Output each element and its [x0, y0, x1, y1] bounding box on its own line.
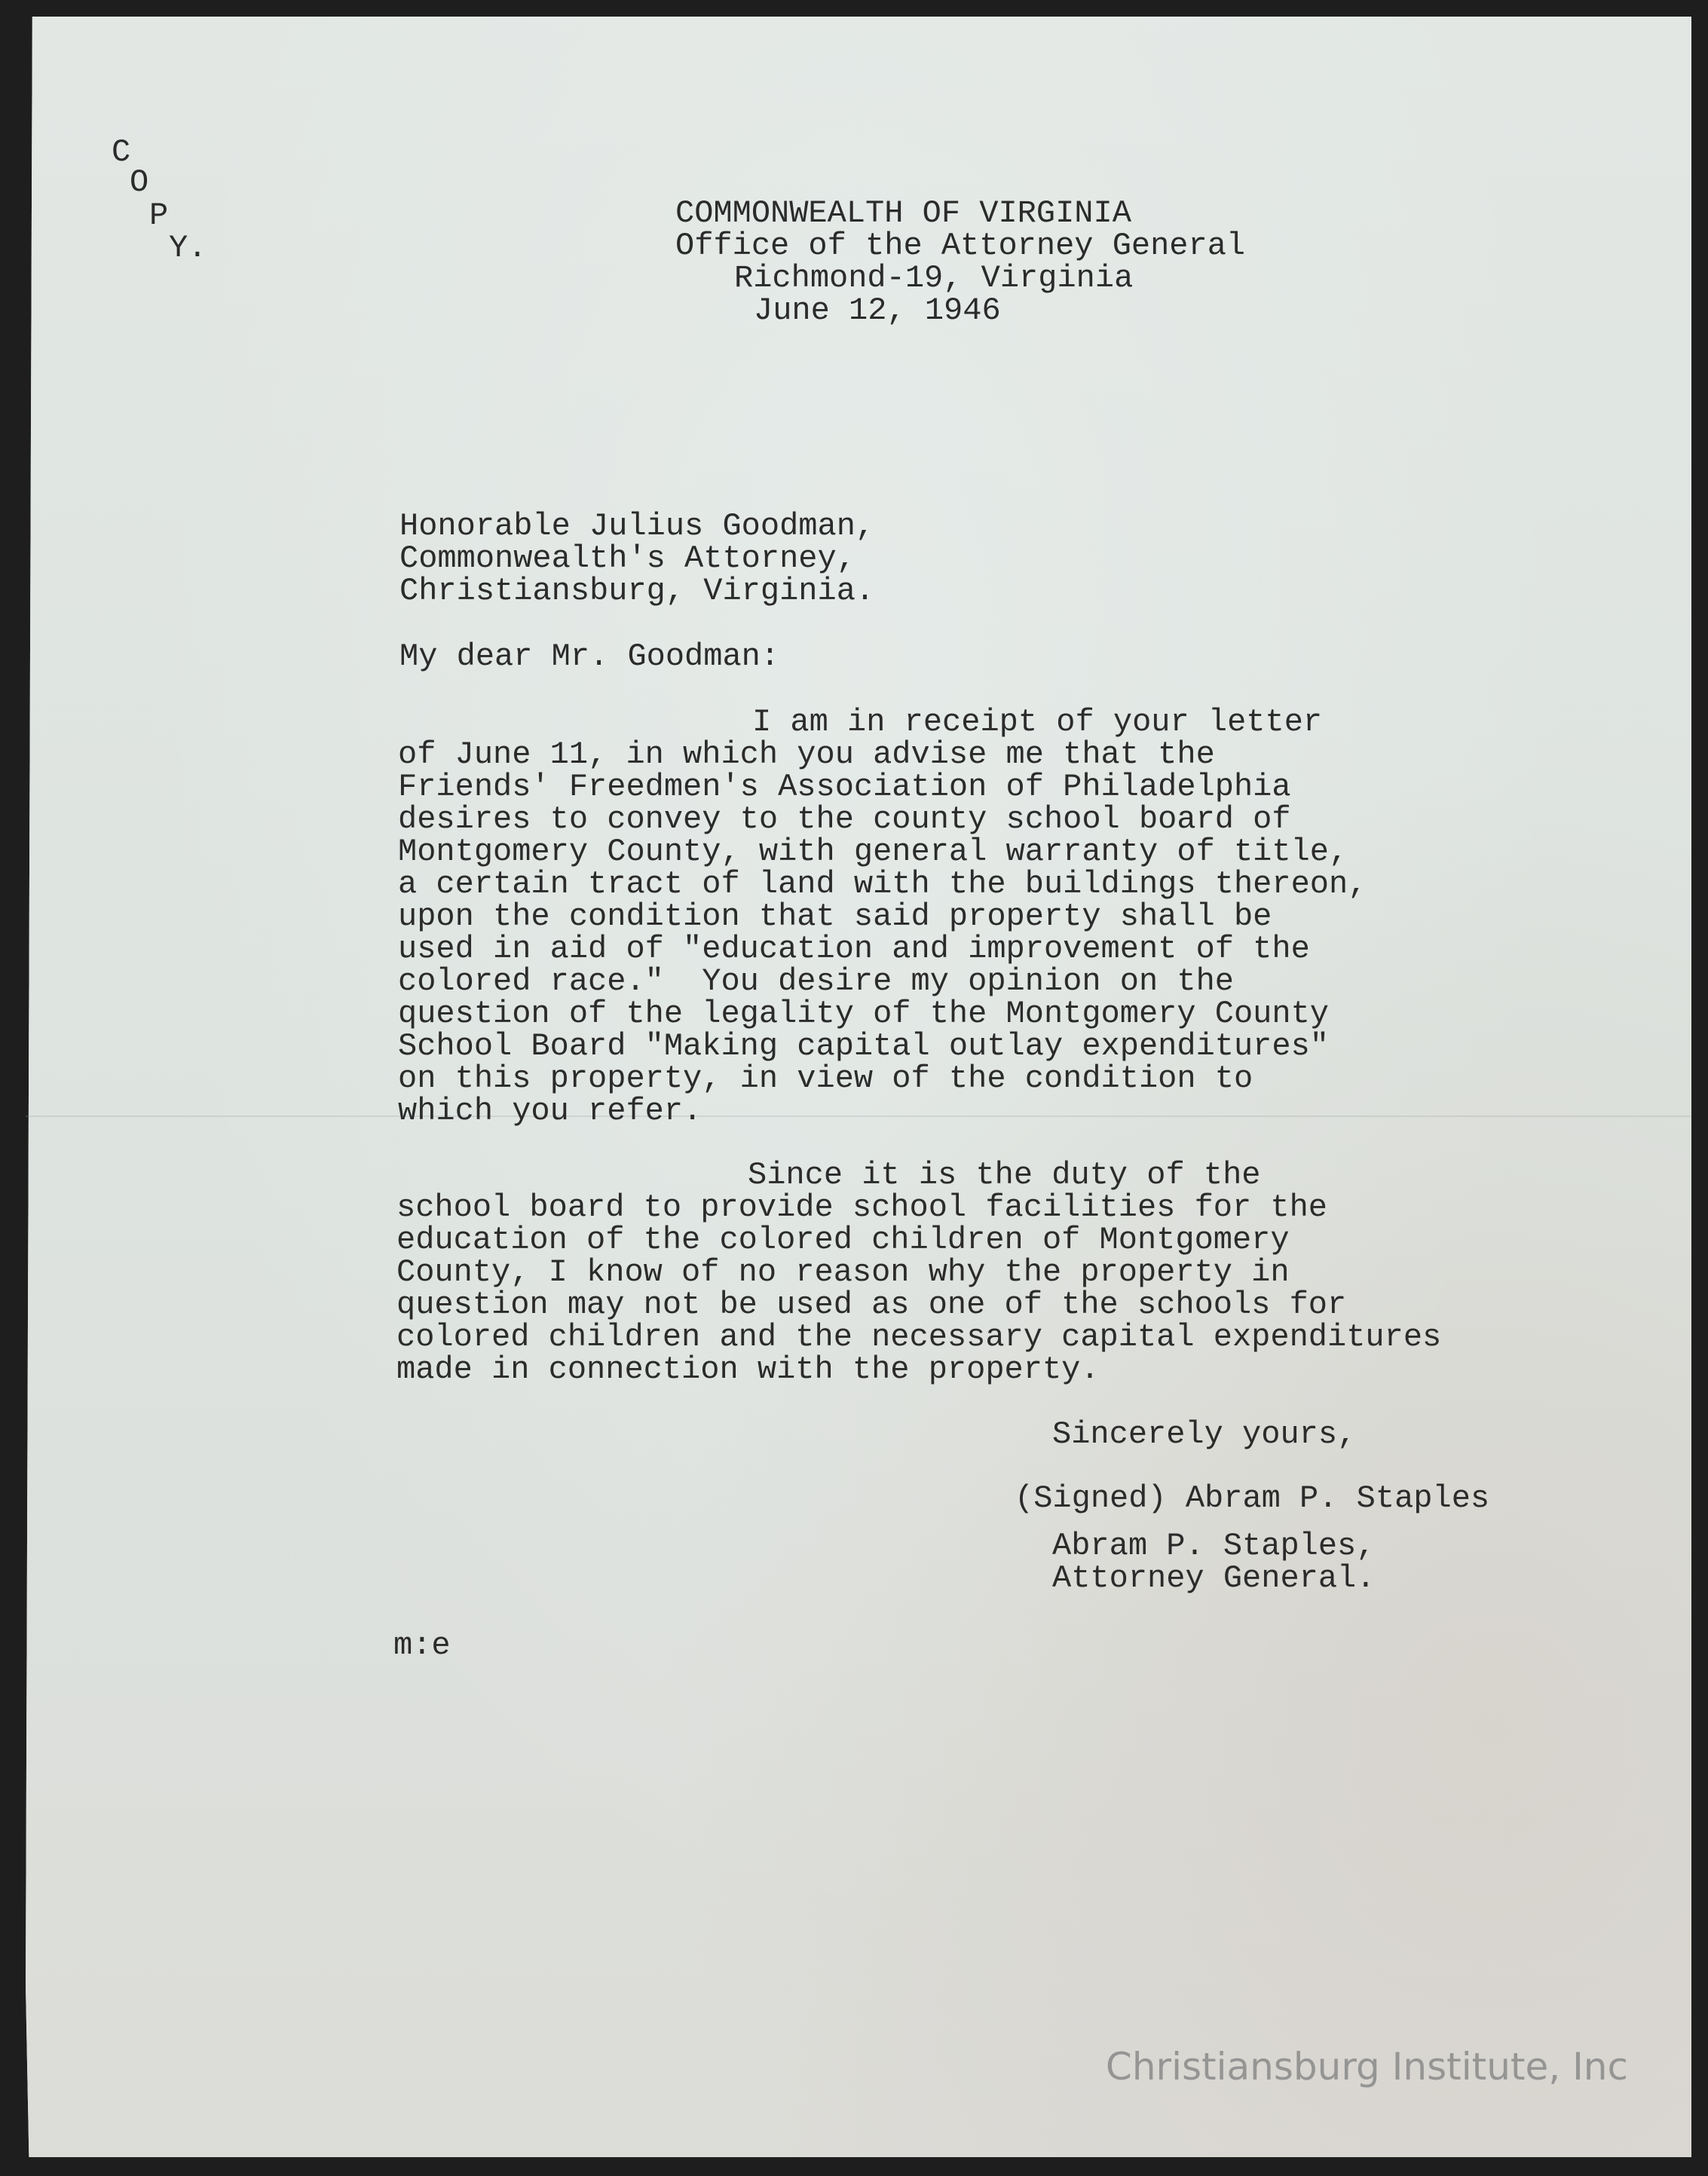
signed-line: (Signed) Abram P. Staples: [1015, 1480, 1490, 1516]
letterhead-line-1: COMMONWEALTH OF VIRGINIA: [675, 195, 1131, 231]
paragraph-1-line-10: question of the legality of the Montgomery County: [398, 996, 1330, 1032]
salutation: My dear Mr. Goodman:: [399, 638, 780, 675]
watermark-text: Christiansburg Institute, Inc: [1105, 2045, 1628, 2089]
paragraph-1-line-9: colored race." You desire my opinion on the: [398, 963, 1234, 999]
paragraph-1-line-1: I am in receipt of your letter: [752, 704, 1323, 740]
closing: Sincerely yours,: [1052, 1416, 1357, 1452]
copy-mark-p: P: [149, 197, 169, 234]
copy-mark-o: O: [130, 164, 149, 200]
paragraph-2-line-4: County, I know of no reason why the property in: [396, 1254, 1290, 1290]
recipient-title: Commonwealth's Attorney,: [399, 540, 856, 577]
paragraph-2-line-7: made in connection with the property.: [396, 1351, 1100, 1388]
paragraph-1-line-4: desires to convey to the county school board of: [398, 801, 1291, 837]
paragraph-1-line-6: a certain tract of land with the buildings thereon,: [398, 866, 1367, 902]
paragraph-2-line-3: education of the colored children of Montgomery: [396, 1222, 1290, 1258]
paragraph-1-line-13: which you refer.: [398, 1093, 702, 1129]
paragraph-2-line-6: colored children and the necessary capital expenditures: [396, 1319, 1442, 1355]
paragraph-2-line-2: school board to provide school facilities for the: [396, 1189, 1328, 1226]
paragraph-1-line-11: School Board "Making capital outlay expenditures": [398, 1028, 1330, 1064]
typist-initials: m:e: [393, 1627, 451, 1663]
paragraph-1-line-8: used in aid of "education and improvement of the: [398, 931, 1310, 967]
copy-mark-y: Y.: [169, 230, 207, 266]
copy-mark-c: C: [112, 134, 131, 170]
paragraph-2-line-5: question may not be used as one of the schools for: [396, 1287, 1347, 1323]
paragraph-1-line-3: Friends' Freedmen's Association of Philadelphia: [398, 769, 1291, 805]
letterhead-line-3: Richmond-19, Virginia: [734, 260, 1134, 296]
recipient-name: Honorable Julius Goodman,: [399, 508, 875, 544]
recipient-location: Christiansburg, Virginia.: [399, 573, 875, 609]
signatory-title: Attorney General.: [1052, 1560, 1376, 1596]
letterhead-line-2: Office of the Attorney General: [675, 228, 1246, 264]
paragraph-1-line-5: Montgomery County, with general warranty of title,: [398, 834, 1348, 870]
paper-fold: [26, 1116, 1691, 1117]
paragraph-1-line-2: of June 11, in which you advise me that the: [398, 736, 1215, 773]
letter-date: June 12, 1946: [754, 292, 1001, 329]
signatory-name: Abram P. Staples,: [1052, 1528, 1376, 1564]
paragraph-2-line-1: Since it is the duty of the: [748, 1157, 1261, 1193]
paragraph-1-line-7: upon the condition that said property shall be: [398, 898, 1272, 935]
paragraph-1-line-12: on this property, in view of the condition to: [398, 1060, 1253, 1097]
